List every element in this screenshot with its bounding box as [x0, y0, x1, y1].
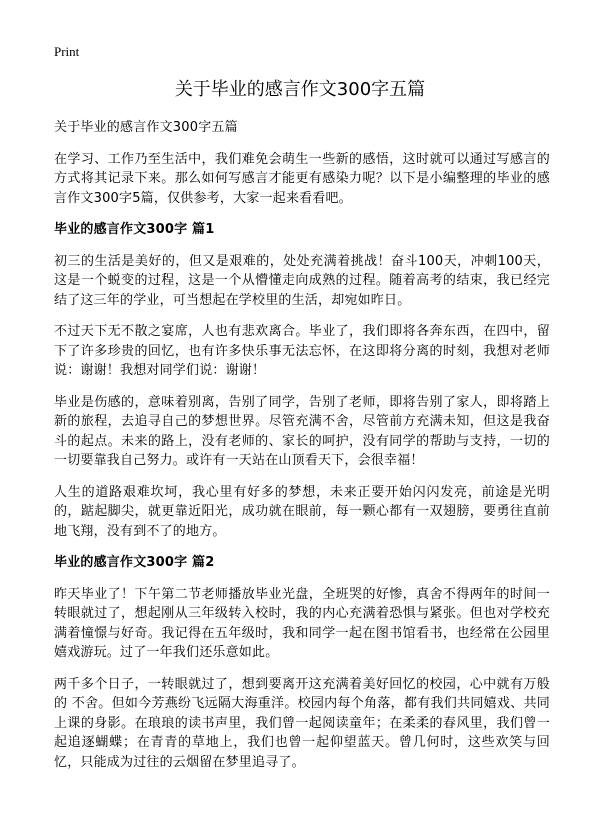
paragraph: 初三的生活是美好的，但又是艰难的，处处充满着挑战！奋斗100天，冲刺100天，这是一个蜕变的过程，这是一个从懵懂走向成熟的过程。随着高考的结束，我已经完结了这三年的学业，可当想起在学校里的生活，却宛如昨日。 — [54, 253, 550, 308]
paragraph: 昨天毕业了！下午第二节老师播放毕业光盘，全班哭的好惨，真舍不得两年的时间一转眼就过了，想起刚从三年级转入校时，我的内心充满着恐惧与紧张。但也对学校充满着憧憬与好奇。我记得在五年级时，我和同学一起在图书馆看书，也经常在公园里嬉戏游玩。过了一年我们还乐意如此。 — [54, 586, 550, 660]
section-2 — [54, 553, 550, 772]
section-heading: 毕业的感言作文300字 篇1 — [54, 222, 215, 237]
section-heading: 毕业的感言作文300字 篇2 — [54, 555, 215, 570]
section-1 — [54, 220, 550, 541]
paragraph: 毕业是伤感的，意味着别离，告别了同学，告别了老师，即将告别了家人，即将踏上新的旅程，去追寻自己的梦想世界。尽管充满不舍，尽管前方充满未知，但这是我奋斗的起点。未来的路上，没有老师的、家长的呵护，没有同学的帮助与支持，一切的一切要靠我自己努力。或许有一天站在山顶看天下，会很幸福！ — [54, 394, 550, 468]
paragraph: 人生的道路艰难坎坷，我心里有好多的梦想，未来正要开始闪闪发亮，前途是光明的，踮起脚尖，就更靠近阳光，成功就在眼前，每一颗心都有一双翅膀，要勇往直前地飞翔，没有到不了的地方。 — [54, 484, 550, 539]
intro-paragraph: 在学习、工作乃至生活中，我们难免会萌生一些新的感悟，这时就可以通过写感言的方式将其记录下来。那么如何写感言才能更有感染力呢？以下是小编整理的毕业的感言作文300字5篇，仅供参考，大家一起来看看吧。 — [54, 151, 550, 206]
document-subtitle: 关于毕业的感言作文300字五篇 — [54, 120, 238, 135]
paragraph: 不过天下无不散之宴席，人也有悲欢离合。毕业了，我们即将各奔东西，在四中，留下了许多珍贵的回忆，也有许多快乐事无法忘怀，在这即将分离的时刻，我想对老师说：谢谢！我想对同学们说：谢谢！ — [54, 324, 550, 378]
page-title: 关于毕业的感言作文300字五篇 — [174, 79, 426, 100]
paragraph: 两千多个日子，一转眼就过了，想到要离开这充满着美好回忆的校园，心中就有万般的 不舍。但如今芳燕纷飞远隔大海重洋。校园内每个角落，都有我们共同嬉戏、共同上课的身影。在琅琅的读书声里，我们曾一起阅读童年；在柔柔的春风里，我们曾一起追逐蝴蝶；在青青的草地上，我们也曾一起仰望蓝天。曾几何时，这些欢笑与回忆，只能成为过往的云烟留在梦里追寻了。 — [54, 676, 550, 770]
print-link[interactable]: Print — [54, 44, 80, 59]
document-body — [54, 118, 550, 784]
